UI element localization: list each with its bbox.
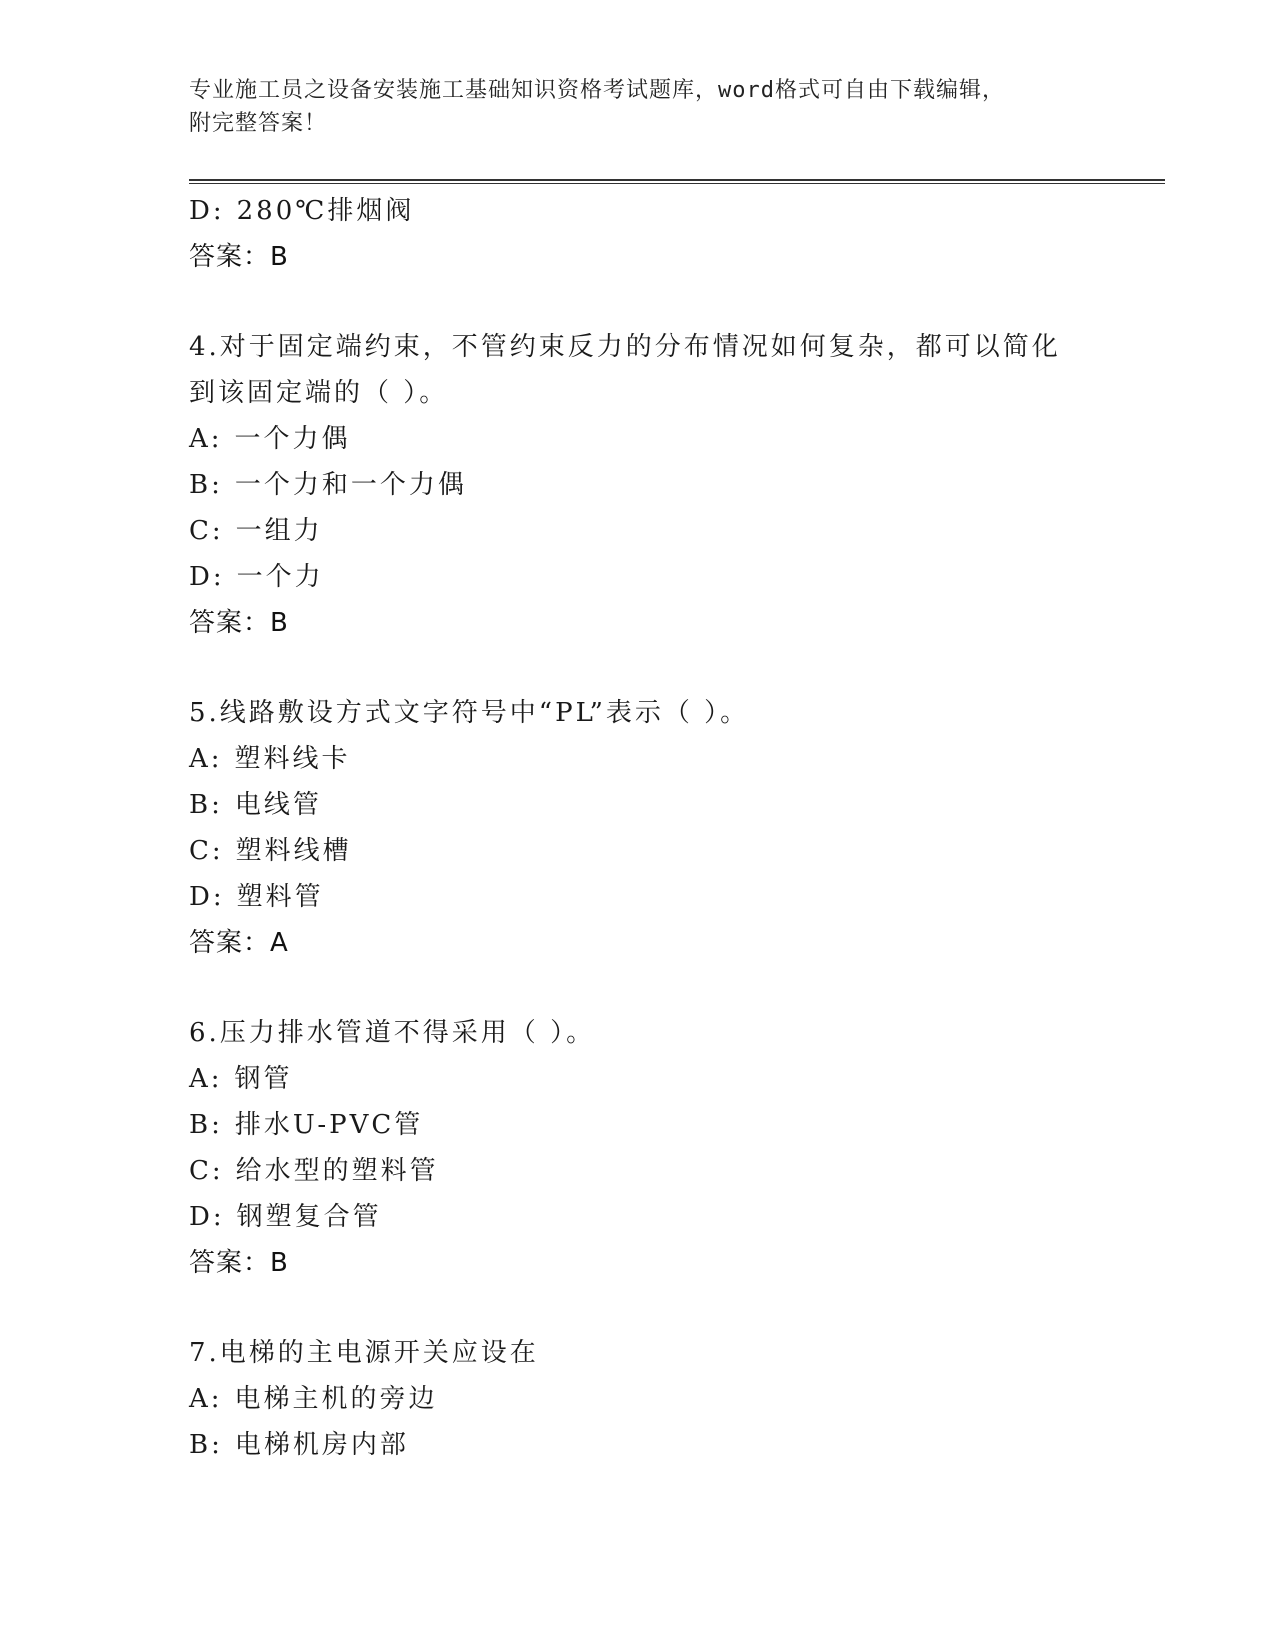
header-line-2: 附完整答案！ xyxy=(189,111,328,136)
option-letter: D: xyxy=(189,196,225,226)
option-letter: B: xyxy=(189,1430,223,1460)
option-b xyxy=(189,782,1089,828)
option-b xyxy=(189,1422,1089,1468)
question-6 xyxy=(189,1010,1089,1286)
question-7 xyxy=(189,1330,1089,1468)
option-text: 一组力 xyxy=(235,516,323,546)
spacer xyxy=(189,1286,1089,1330)
answer-line: 答案：A xyxy=(189,928,289,958)
option-text: 塑料管 xyxy=(236,882,324,912)
option-letter: D: xyxy=(189,1202,225,1232)
question-stem-line-2: 到该固定端的（ ）。 xyxy=(189,378,449,408)
question-3-fragment xyxy=(189,188,1089,280)
document-header xyxy=(189,74,1089,140)
option-text: 排水U-PVC管 xyxy=(234,1110,424,1140)
spacer xyxy=(189,966,1089,1010)
option-text: 塑料线卡 xyxy=(234,744,351,774)
option-text: 塑料线槽 xyxy=(235,836,352,866)
option-letter: B: xyxy=(189,790,223,820)
option-a xyxy=(189,1056,1089,1102)
option-letter: C: xyxy=(189,1156,224,1186)
option-c xyxy=(189,828,1089,874)
option-text: 电梯机房内部 xyxy=(234,1430,409,1460)
option-letter: D: xyxy=(189,882,225,912)
option-c xyxy=(189,1148,1089,1194)
option-text: 电线管 xyxy=(234,790,322,820)
option-text: 电梯主机的旁边 xyxy=(234,1384,438,1414)
question-stem-line-1: 4.对于固定端约束，不管约束反力的分布情况如何复杂，都可以简化 xyxy=(189,332,1061,362)
header-rule-thin xyxy=(189,183,1165,184)
header-line-1: 专业施工员之设备安装施工基础知识资格考试题库，word格式可自由下载编辑， xyxy=(189,78,1005,103)
option-text: 280℃排烟阀 xyxy=(236,196,415,226)
option-d xyxy=(189,1194,1089,1240)
option-letter: A: xyxy=(189,1384,223,1414)
spacer xyxy=(189,646,1089,690)
spacer xyxy=(189,280,1089,324)
option-text: 钢管 xyxy=(234,1064,293,1094)
question-4 xyxy=(189,324,1089,646)
option-letter: B: xyxy=(189,470,223,500)
option-letter: A: xyxy=(189,1064,223,1094)
question-5 xyxy=(189,690,1089,966)
option-letter: A: xyxy=(189,424,223,454)
option-letter: C: xyxy=(189,836,224,866)
option-c xyxy=(189,508,1089,554)
option-text: 一个力 xyxy=(236,562,324,592)
question-stem-line-1: 5.线路敷设方式文字符号中“PL”表示（ ）。 xyxy=(189,698,750,728)
option-b xyxy=(189,1102,1089,1148)
option-text: 一个力偶 xyxy=(234,424,351,454)
option-letter: D: xyxy=(189,562,225,592)
option-a xyxy=(189,416,1089,462)
option-d xyxy=(189,554,1089,600)
answer-line: 答案：B xyxy=(189,608,289,638)
option-a xyxy=(189,736,1089,782)
option-text: 给水型的塑料管 xyxy=(235,1156,439,1186)
question-stem-line-1: 7.电梯的主电源开关应设在 xyxy=(189,1338,539,1368)
option-text: 钢塑复合管 xyxy=(236,1202,382,1232)
option-d xyxy=(189,188,1089,234)
option-d xyxy=(189,874,1089,920)
option-letter: C: xyxy=(189,516,224,546)
option-letter: A: xyxy=(189,744,223,774)
option-text: 一个力和一个力偶 xyxy=(234,470,467,500)
question-stem-line-1: 6.压力排水管道不得采用（ ）。 xyxy=(189,1018,596,1048)
header-rule-thick xyxy=(189,179,1165,181)
option-letter: B: xyxy=(189,1110,223,1140)
answer-line: 答案：B xyxy=(189,242,289,272)
option-a xyxy=(189,1376,1089,1422)
document-body xyxy=(189,188,1089,1468)
answer-line: 答案：B xyxy=(189,1248,289,1278)
option-b xyxy=(189,462,1089,508)
